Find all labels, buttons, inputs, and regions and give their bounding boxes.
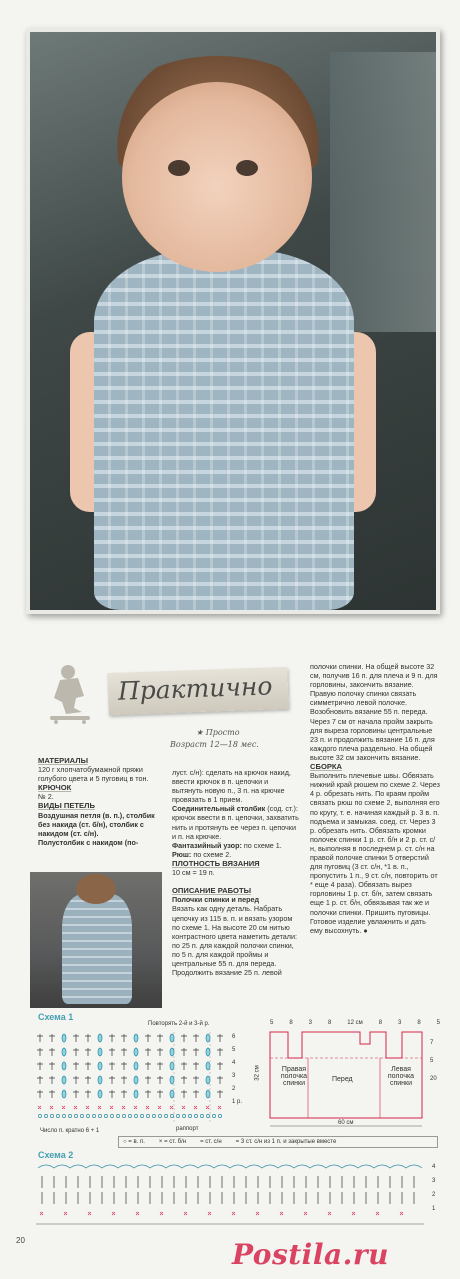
side-dims xyxy=(430,1040,437,1082)
row-number: 5 xyxy=(232,1047,236,1053)
dim: 8 xyxy=(289,1020,293,1026)
row-number: 6 xyxy=(232,1034,236,1040)
dim: 12 см xyxy=(347,1020,363,1026)
dim: 8 xyxy=(378,1020,383,1026)
stitch-multiple: Число п. кратно 6 + 1 xyxy=(40,1128,100,1134)
scheme-2-chart xyxy=(34,1162,426,1232)
back-right-label: Правая полочка спинки xyxy=(280,1066,308,1087)
dim: 3 xyxy=(308,1020,312,1026)
title-banner xyxy=(107,667,288,715)
skateboard-kid-icon xyxy=(38,662,106,724)
dim: 20 xyxy=(430,1076,437,1082)
watermark: Postila.ru xyxy=(232,1238,389,1271)
star-icon: ★ xyxy=(196,728,204,737)
repeat-rows-note: Повторять 2-й и 3-й р. xyxy=(148,1021,210,1027)
child-head-back xyxy=(76,874,116,904)
work-heading: ОПИСАНИЕ РАБОТЫ xyxy=(172,886,252,896)
back-left-label: Левая полочка спинки xyxy=(387,1066,415,1087)
front-label: Перед xyxy=(332,1076,353,1083)
height-dim: 32 см xyxy=(254,1065,261,1081)
left-eye xyxy=(168,160,190,176)
scheme-2-row-numbers xyxy=(432,1164,435,1212)
page-number: 20 xyxy=(16,1236,25,1245)
stitches-heading: ВИДЫ ПЕТЕЛЬ xyxy=(38,801,95,811)
scheme-2-title: Схема 2 xyxy=(38,1150,74,1160)
stitches-text: Воздушная петля (в. п.), столбик без накида (ст. б/н), столбик с накидом (ст. с/н). xyxy=(38,810,155,838)
dim: 7 xyxy=(430,1040,434,1046)
row-number: 4 xyxy=(232,1060,236,1066)
materials-text: 120 г хлопчатобумажной пряжи голубого цвета и 5 пуговиц в тон. xyxy=(38,765,149,784)
scheme-1-row-numbers xyxy=(232,1034,242,1105)
column-3 xyxy=(310,662,440,935)
column-2 xyxy=(172,768,300,977)
row-number: 1 xyxy=(432,1206,436,1212)
row-number: 2 xyxy=(232,1086,236,1092)
work-subheading: Полочки спинки и перед xyxy=(172,895,260,905)
row-number: 2 xyxy=(432,1192,436,1198)
top-back-view xyxy=(62,894,132,1004)
row-number: 3 xyxy=(232,1073,236,1079)
dim: 5 xyxy=(430,1058,434,1064)
materials-heading: МАТЕРИАЛЫ xyxy=(38,756,88,765)
legend-sc: × = ст. б/н xyxy=(158,1139,187,1145)
blue-crochet-top xyxy=(94,250,354,610)
row-number: 3 xyxy=(432,1178,436,1184)
legend-dc: = ст. с/н xyxy=(200,1139,222,1145)
back-left-text: полочки спинки. На общей высоте 32 см, получив 16 п. для плеча и 9 п. для горловины, закончить вязание. Правую полочку спинки связать симметрично левой полочке. xyxy=(310,662,438,708)
scheme-1-title: Схема 1 xyxy=(38,1012,74,1022)
hook-text: № 2. xyxy=(38,792,54,802)
assembly-heading: СБОРКА xyxy=(310,762,343,772)
ruffle-text: по схеме 2. xyxy=(193,849,232,859)
rapport-label: раппорт xyxy=(176,1126,199,1132)
assembly-text: Выполнить плечевые швы. Обвязать нижний край рюшем по схеме 2. Через 4 р. обрезать нить. По краям пройм связать рюш по схеме 2, выполняя его по кругу, т. е. начиная каждый р. 3 в. п. подъема и замыкая. соед. ст. Через 3 р. обрезать нить. Обвязать кромки полочек спинки 1 р. ст. б/н и 2 р. ст. с/н, выполняя в последнем р. ст. с/н на правой полочке спинки 5 отверстий для пуговиц (3 ст. с/н, *1 в. п., пропустить 1 п., 9 ст. с/н, повторить от * еще 4 раза). Обвязать вырез горловины 1 р. ст. б/н, затем связать еще 1 р. ст. б/н, обвязывая так же и полочки спинки. Пришить пуговицы. Готовое изделие увлажнить и дать ему высохнуть. ● xyxy=(310,771,440,935)
slip-stitch-text: (сод. ст.): крючок ввести в п. цепочки, захватить нить и протянуть ее через п. цепочки и п. на крючке. xyxy=(172,804,299,841)
difficulty xyxy=(196,728,240,737)
work-text: Вязать как одну деталь. Набрать цепочку из 115 в. п. и вязать узором по схеме 1. На высоте 20 см нитью контрастного цвета наметить детали: по 25 п. для каждой полочки спинки, по 5 п. для каждой проймы и центральные 55 п. для переда. Продолжить вязание 25 п. левой xyxy=(172,904,297,978)
age-label: Возраст 12—18 мес. xyxy=(170,740,259,749)
slip-stitch-label: Соединительный столбик xyxy=(172,804,266,814)
background-window xyxy=(330,52,436,332)
dim: 5 xyxy=(436,1020,440,1026)
front-text: Возобновить вязание 55 п. переда. Через 7 см от начала пройм закрыть для выреза горловины центральные 23 п. и продолжить вязание 16 п. для каждого плеча раздельно. На общей высоте 32 см закончить вязание. xyxy=(310,707,435,762)
fancy-pattern-label: Фантазийный узор: xyxy=(172,840,242,850)
back-view-photo xyxy=(30,872,162,1008)
symbol-legend xyxy=(118,1136,438,1148)
half-dc-text: Полустолбик с накидом (по- xyxy=(38,837,139,847)
scheme-1-chart xyxy=(34,1030,264,1126)
half-dc-description: луст. с/н): сделать на крючок накид, ввести крючок в п. цепочки и вытянуть новую п., 3 п. на крючке провязать в 1 прием. xyxy=(172,768,291,805)
dim: 8 xyxy=(417,1020,421,1026)
dim: 5 xyxy=(270,1020,274,1026)
page-title: Практично xyxy=(117,671,273,706)
row-number: 4 xyxy=(432,1164,436,1170)
main-photo-frame xyxy=(26,28,440,614)
row-number: 1 р. xyxy=(232,1099,243,1105)
density-text: 10 см = 19 п. xyxy=(172,868,215,878)
fancy-pattern-text: по схеме 1. xyxy=(243,840,282,850)
main-photo-child-in-crochet-top xyxy=(30,32,436,610)
legend-dc3: = 3 ст. с/н из 1 п. и закрытые вместе xyxy=(235,1139,337,1145)
hook-heading: КРЮЧОК xyxy=(38,783,72,793)
width-dim: 60 см xyxy=(338,1120,354,1126)
ruffle-label: Рюш: xyxy=(172,849,192,859)
right-eye xyxy=(236,160,258,176)
child-face xyxy=(122,82,312,272)
pattern-top-dims xyxy=(270,1020,440,1026)
difficulty-label: Просто xyxy=(205,728,240,737)
dim: 3 xyxy=(398,1020,402,1026)
column-1 xyxy=(38,756,162,847)
density-heading: ПЛОТНОСТЬ ВЯЗАНИЯ xyxy=(172,858,260,868)
dim: 8 xyxy=(327,1020,332,1026)
legend-chain: ○ = в. п. xyxy=(123,1139,145,1145)
